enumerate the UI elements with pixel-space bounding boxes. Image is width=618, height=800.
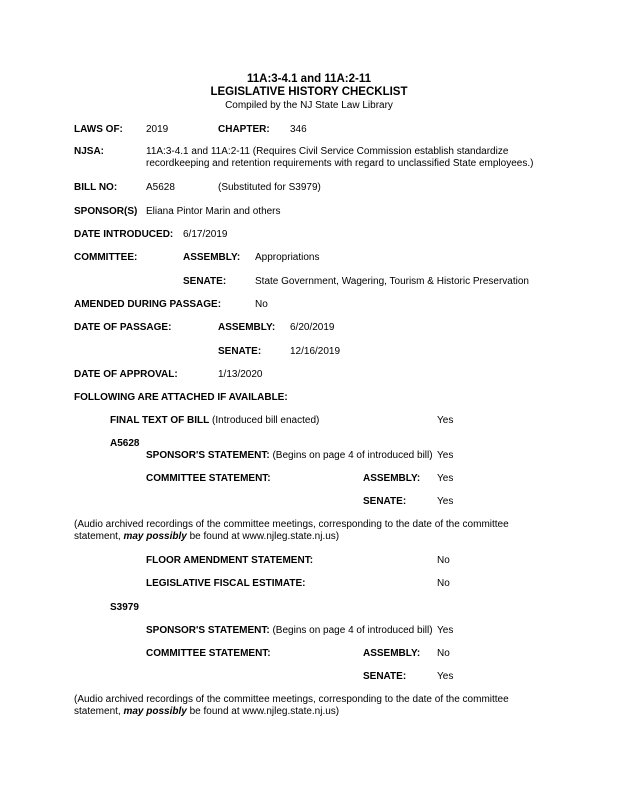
a5628-assembly-label: ASSEMBLY: — [363, 473, 421, 484]
a5628-sponsor-value: Yes — [437, 450, 454, 461]
fiscal-estimate-label: LEGISLATIVE FISCAL ESTIMATE: — [146, 578, 306, 589]
njsa-line-1: 11A:3-4.1 and 11A:2-11 (Requires Civil Service Commission establish standardize — [146, 146, 509, 157]
s3979-audio-pre: (Audio archived recordings of the committee meetings, corresponding to the date of the committee statement, — [74, 694, 509, 717]
a5628-assembly-value: Yes — [437, 473, 454, 484]
s3979-assembly-value: No — [437, 648, 450, 659]
a5628-committee-label: COMMITTEE STATEMENT: — [146, 473, 271, 484]
passage-senate-label: SENATE: — [218, 346, 262, 357]
final-text-value: Yes — [437, 415, 454, 426]
s3979-senate-value: Yes — [437, 671, 454, 682]
final-text-note: (Introduced bill enacted) — [212, 415, 320, 426]
s3979-heading: S3979 — [110, 602, 139, 613]
final-text-label: FINAL TEXT OF BILL — [110, 415, 210, 426]
laws-of-value: 2019 — [146, 124, 169, 135]
passage-assembly-label: ASSEMBLY: — [218, 322, 276, 333]
approval-value: 1/13/2020 — [218, 369, 263, 380]
a5628-audio-note — [74, 519, 544, 543]
passage-senate-value: 12/16/2019 — [290, 346, 341, 357]
s3979-committee-label: COMMITTEE STATEMENT: — [146, 648, 271, 659]
a5628-senate-value: Yes — [437, 496, 454, 507]
title-line-1: 11A:3-4.1 and 11A:2-11 — [246, 73, 371, 85]
laws-of-label: LAWS OF: — [74, 124, 123, 135]
s3979-sponsor-label: SPONSOR'S STATEMENT: — [146, 625, 270, 636]
sponsor-value: Eliana Pintor Marin and others — [146, 206, 281, 217]
s3979-audio-note — [74, 694, 544, 718]
final-text-row — [110, 415, 319, 427]
floor-amendment-value: No — [437, 555, 450, 566]
a5628-sponsor-note: (Begins on page 4 of introduced bill) — [272, 450, 433, 461]
committee-label: COMMITTEE: — [74, 252, 138, 263]
bill-no-label: BILL NO: — [74, 182, 118, 193]
sponsor-label: SPONSOR(S) — [74, 206, 138, 217]
a5628-sponsor-row — [146, 450, 433, 462]
s3979-sponsor-note: (Begins on page 4 of introduced bill) — [272, 625, 433, 636]
passage-assembly-value: 6/20/2019 — [290, 322, 335, 333]
subtitle: Compiled by the NJ State Law Library — [225, 100, 393, 111]
s3979-sponsor-value: Yes — [437, 625, 454, 636]
a5628-audio-pre: (Audio archived recordings of the committee meetings, corresponding to the date of the committee statement, — [74, 519, 509, 542]
bill-no-value: A5628 — [146, 182, 175, 193]
passage-label: DATE OF PASSAGE: — [74, 322, 172, 333]
amended-value: No — [255, 299, 268, 310]
a5628-audio-emphasis: may possibly — [123, 531, 187, 542]
s3979-senate-label: SENATE: — [363, 671, 407, 682]
amended-label: AMENDED DURING PASSAGE: — [74, 299, 222, 310]
committee-senate-label: SENATE: — [183, 276, 227, 287]
fiscal-estimate-value: No — [437, 578, 450, 589]
floor-amendment-label: FLOOR AMENDMENT STATEMENT: — [146, 555, 314, 566]
approval-label: DATE OF APPROVAL: — [74, 369, 178, 380]
title-line-2: LEGISLATIVE HISTORY CHECKLIST — [210, 86, 408, 98]
a5628-heading: A5628 — [110, 438, 140, 449]
bill-no-note: (Substituted for S3979) — [218, 182, 321, 193]
committee-senate-value: State Government, Wagering, Tourism & Historic Preservation — [255, 276, 529, 287]
a5628-sponsor-label: SPONSOR'S STATEMENT: — [146, 450, 270, 461]
a5628-audio-post: be found at www.njleg.state.nj.us) — [186, 531, 340, 542]
committee-assembly-value: Appropriations — [255, 252, 320, 263]
a5628-senate-label: SENATE: — [363, 496, 407, 507]
chapter-label: CHAPTER: — [218, 124, 270, 135]
njsa-line-2: recordkeeping and retention requirements with regard to unclassified State employees.) — [146, 158, 534, 169]
s3979-sponsor-row — [146, 625, 433, 637]
s3979-audio-post: be found at www.njleg.state.nj.us) — [186, 706, 340, 717]
chapter-value: 346 — [290, 124, 307, 135]
njsa-label: NJSA: — [74, 146, 105, 157]
following-heading: FOLLOWING ARE ATTACHED IF AVAILABLE: — [74, 392, 288, 403]
date-introduced-value: 6/17/2019 — [183, 229, 228, 240]
date-introduced-label: DATE INTRODUCED: — [74, 229, 174, 240]
s3979-audio-emphasis: may possibly — [123, 706, 187, 717]
s3979-assembly-label: ASSEMBLY: — [363, 648, 421, 659]
committee-assembly-label: ASSEMBLY: — [183, 252, 241, 263]
